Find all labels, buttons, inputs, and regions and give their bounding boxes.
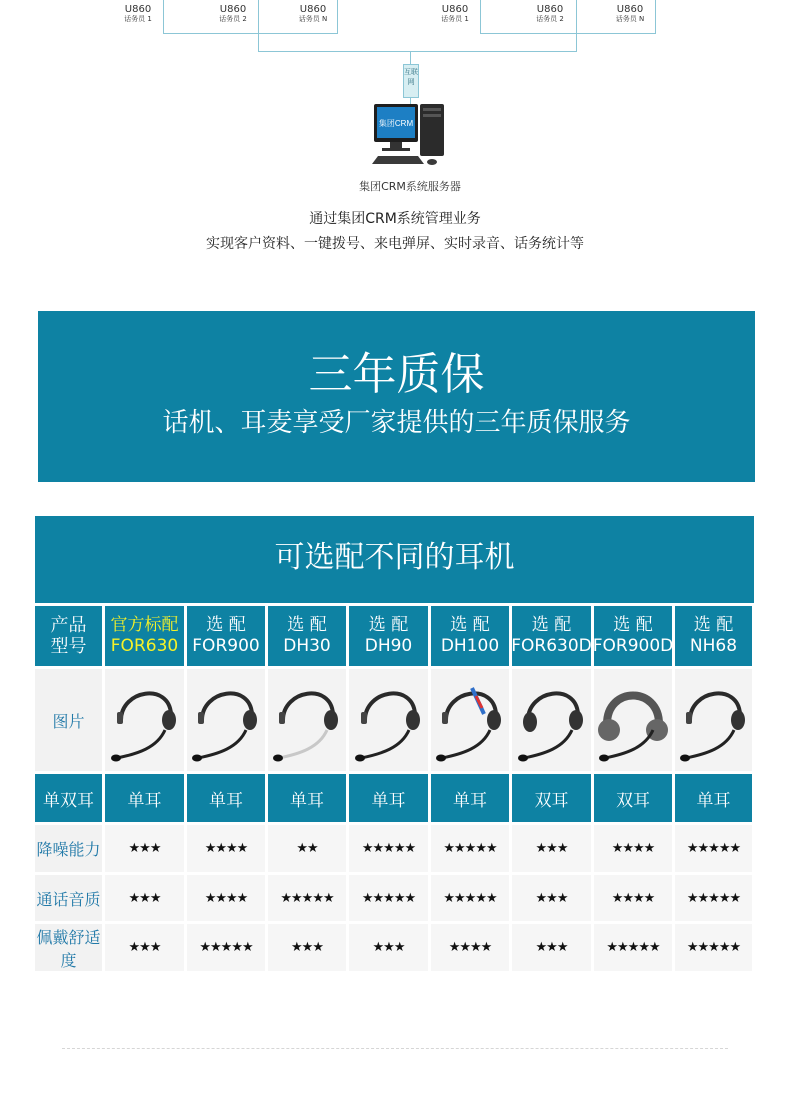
rating-audio: ★★★★★	[268, 875, 346, 921]
headset-picture	[349, 669, 428, 771]
rating-comfort: ★★★★	[431, 924, 509, 971]
connector-line	[480, 33, 656, 34]
rating-noise: ★★★	[105, 825, 184, 872]
model-tag: 选 配	[613, 615, 653, 635]
ear-type-cell: 单耳	[105, 774, 184, 822]
headset-picture	[675, 669, 752, 771]
row-label-ear: 单双耳	[35, 774, 102, 822]
model-header-nh68	[675, 606, 752, 666]
monaural-headset-icon	[351, 674, 427, 766]
ear-type-cell: 双耳	[512, 774, 591, 822]
connector-line	[163, 33, 338, 34]
internet-box: 互联网	[403, 64, 419, 98]
rating-comfort: ★★★	[105, 924, 184, 971]
row-label-noise: 降噪能力	[35, 825, 102, 872]
ear-type-cell: 单耳	[268, 774, 346, 822]
warranty-banner	[38, 311, 755, 482]
model-tag: 选 配	[368, 615, 409, 635]
rating-audio: ★★★★★	[675, 875, 752, 921]
model-tag: 选 配	[206, 615, 246, 635]
model-name: DH30	[283, 636, 331, 656]
model-name: DH100	[440, 636, 500, 656]
agent-phone: U860 话务员 2	[219, 4, 247, 23]
row-label-comfort: 佩戴舒适度	[35, 924, 102, 971]
headset-picture	[512, 669, 591, 771]
rating-comfort: ★★★★★	[187, 924, 265, 971]
rating-comfort: ★★★★★	[675, 924, 752, 971]
header-label-line: 型号	[50, 636, 87, 657]
warranty-title: 三年质保	[308, 349, 485, 400]
agent-phone: U860 话务员 N	[615, 4, 645, 23]
monaural-headset-icon	[676, 674, 752, 766]
model-header-for630	[105, 606, 184, 666]
crm-description-line1: 通过集团CRM系统管理业务	[309, 211, 481, 227]
server-caption: 集团CRM系统服务器	[359, 180, 461, 193]
row-label-picture: 图片	[35, 669, 102, 771]
computer-icon	[370, 100, 460, 172]
svg-text:集团CRM: 集团CRM	[378, 119, 414, 128]
model-header-for630d	[512, 606, 591, 666]
header-label-line: 产品	[50, 615, 87, 636]
model-name: DH90	[364, 636, 413, 656]
rating-noise: ★★★★★	[675, 825, 752, 872]
rating-noise: ★★★★	[594, 825, 672, 872]
model-name: FOR630	[110, 636, 179, 656]
agent-phone: U860 话务员 1	[124, 4, 152, 23]
header-label-product-model	[35, 606, 102, 666]
binaural-headset-icon	[514, 674, 590, 766]
headset-picture	[268, 669, 346, 771]
ear-type-cell: 单耳	[349, 774, 428, 822]
model-header-dh100	[431, 606, 509, 666]
monaural-headset-icon	[432, 674, 508, 766]
rating-audio: ★★★★★	[349, 875, 428, 921]
monaural-headset-icon	[107, 674, 183, 766]
agent-phone: U860 话务员 N	[298, 4, 328, 23]
headset-picture	[105, 669, 184, 771]
divider	[62, 1048, 728, 1049]
model-header-for900d	[594, 606, 672, 666]
model-name: FOR900	[192, 636, 260, 656]
agent-phone: U860 话务员 1	[441, 4, 469, 23]
rating-audio: ★★★★	[594, 875, 672, 921]
connector-line	[258, 51, 577, 52]
rating-audio: ★★★★★	[431, 875, 509, 921]
model-tag: 官方标配	[110, 615, 179, 635]
rating-comfort: ★★★	[349, 924, 428, 971]
rating-comfort: ★★★★★	[594, 924, 672, 971]
monaural-headset-icon	[269, 674, 345, 766]
model-tag: 选 配	[693, 615, 734, 635]
rating-audio: ★★★	[105, 875, 184, 921]
rating-noise: ★★	[268, 825, 346, 872]
ear-type-cell: 单耳	[675, 774, 752, 822]
rating-audio: ★★★★	[187, 875, 265, 921]
headset-picture	[594, 669, 672, 771]
rating-noise: ★★★★★	[431, 825, 509, 872]
ear-type-cell: 单耳	[431, 774, 509, 822]
model-tag: 选 配	[450, 615, 490, 635]
model-header-dh30	[268, 606, 346, 666]
model-header-dh90	[349, 606, 428, 666]
model-header-for900	[187, 606, 265, 666]
headset-picture	[187, 669, 265, 771]
headset-section-header	[35, 516, 754, 603]
rating-noise: ★★★★★	[349, 825, 428, 872]
rating-noise: ★★★	[512, 825, 591, 872]
ear-type-cell: 单耳	[187, 774, 265, 822]
binaural-headset-icon	[595, 674, 671, 766]
ear-type-cell: 双耳	[594, 774, 672, 822]
connector-line	[410, 51, 411, 65]
model-name: FOR630D	[511, 636, 592, 656]
rating-comfort: ★★★	[512, 924, 591, 971]
model-name: NH68	[689, 636, 738, 656]
crm-description-line2: 实现客户资料、一键拨号、来电弹屏、实时录音、话务统计等	[206, 236, 584, 252]
headset-section-title: 可选配不同的耳机	[274, 540, 515, 575]
monaural-headset-icon	[188, 674, 264, 766]
rating-noise: ★★★★	[187, 825, 265, 872]
headset-picture	[431, 669, 509, 771]
rating-audio: ★★★	[512, 875, 591, 921]
model-name: FOR900D	[592, 636, 674, 656]
agent-phone: U860 话务员 2	[536, 4, 564, 23]
row-label-audio: 通话音质	[35, 875, 102, 921]
warranty-subtitle: 话机、耳麦享受厂家提供的三年质保服务	[162, 408, 631, 438]
rating-comfort: ★★★	[268, 924, 346, 971]
model-tag: 选 配	[531, 615, 572, 635]
model-tag: 选 配	[287, 615, 327, 635]
